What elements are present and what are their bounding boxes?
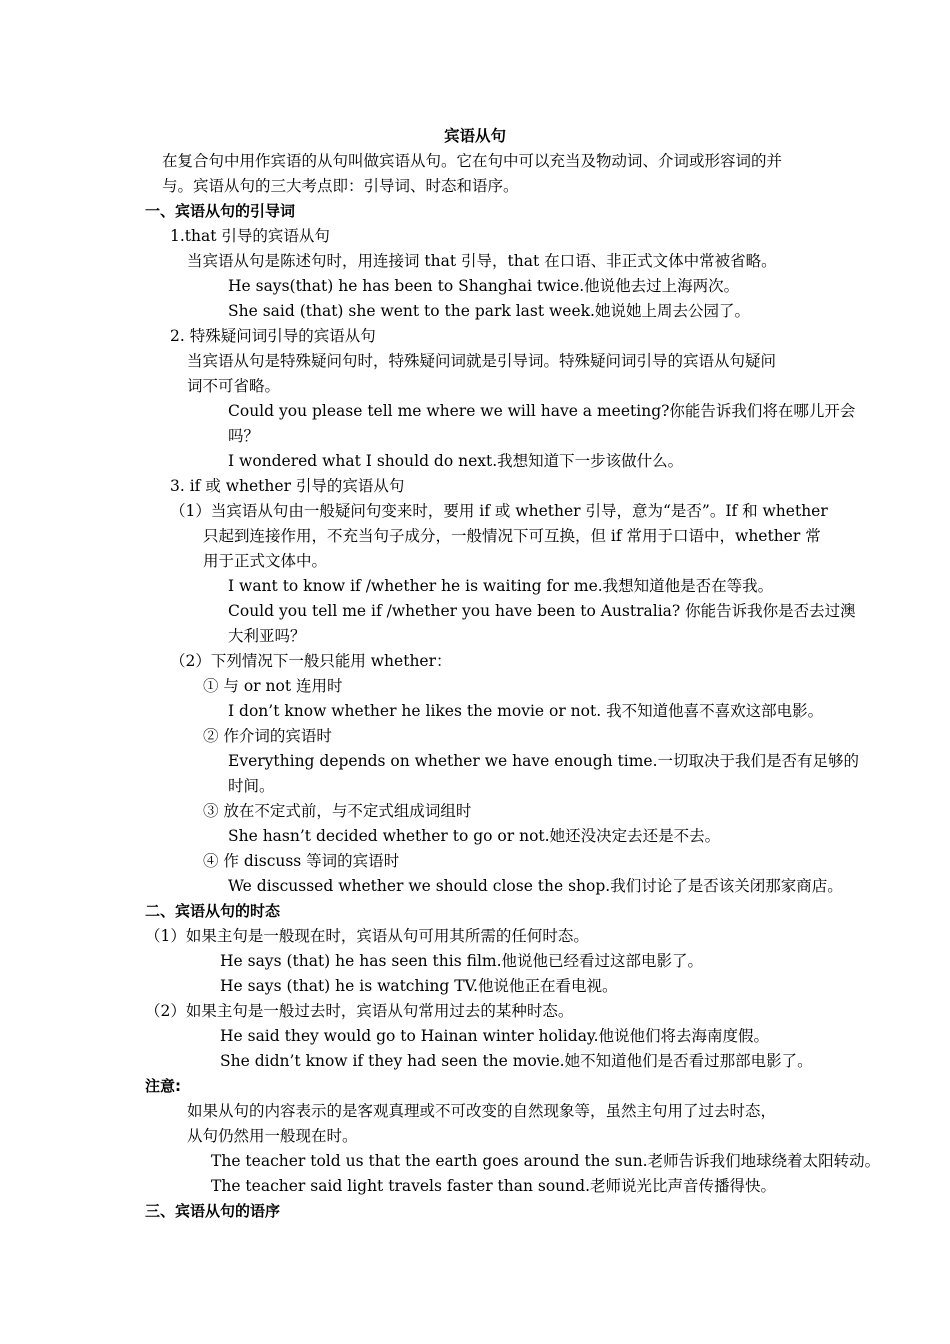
whether-case-2-example-b: 时间。 (228, 777, 275, 795)
section-heading-1: 一、宾语从句的引导词 (145, 202, 296, 220)
if-whether-rule-line-2: 只起到连接作用，不充当句子成分，一般情况下可互换，但 if 常用于口语中，whether 常 (203, 527, 821, 545)
subsection-heading-that: 1.that 引导的宾语从句 (170, 227, 330, 245)
whether-case-1: ① 与 or not 连用时 (203, 677, 343, 695)
tense-rule-2-example-2: She didn’t know if they had seen the movie.她不知道他们是否看过那部电影了。 (220, 1052, 813, 1070)
tense-rule-1-example-2: He says (that) he is watching TV.他说他正在看电视。 (220, 977, 618, 995)
whether-case-4: ④ 作 discuss 等词的宾语时 (203, 852, 400, 870)
tense-rule-2: （2）如果主句是一般过去时，宾语从句常用过去的某种时态。 (145, 1002, 574, 1020)
section-heading-3: 三、宾语从句的语序 (145, 1202, 281, 1220)
tense-rule-2-example-1: He said they would go to Hainan winter holiday.他说他们将去海南度假。 (220, 1027, 770, 1045)
if-whether-rule-line-1: （1）当宾语从句由一般疑问句变来时，要用 if 或 whether 引导，意为“是否”。If 和 whether (170, 502, 828, 520)
that-example-2: She said (that) she went to the park last week.她说她上周去公园了。 (228, 302, 750, 320)
note-heading: 注意: (145, 1077, 181, 1095)
whether-case-3: ③ 放在不定式前，与不定式组成词组时 (203, 802, 472, 820)
wh-rule-line-2: 词不可省略。 (187, 377, 281, 395)
note-text-line-1: 如果从句的内容表示的是客观真理或不可改变的自然现象等，虽然主句用了过去时态， (187, 1102, 777, 1120)
wh-example-2: I wondered what I should do next.我想知道下一步该做什么。 (228, 452, 684, 470)
whether-case-1-example: I don’t know whether he likes the movie or not. 我不知道他喜不喜欢这部电影。 (228, 702, 824, 720)
tense-rule-1: （1）如果主句是一般现在时，宾语从句可用其所需的任何时态。 (145, 927, 589, 945)
if-whether-example-2a: Could you tell me if /whether you have been to Australia? 你能告诉我你是否去过澳 (228, 602, 856, 620)
if-whether-rule-line-3: 用于正式文体中。 (203, 552, 328, 570)
that-rule: 当宾语从句是陈述句时，用连接词 that 引导，that 在口语、非正式文体中常被省略。 (187, 252, 777, 270)
note-text-line-2: 从句仍然用一般现在时。 (187, 1127, 358, 1145)
intro-line-2: 与。宾语从句的三大考点即：引导词、时态和语序。 (162, 177, 519, 195)
whether-case-2-example-a: Everything depends on whether we have enough time.一切取决于我们是否有足够的 (228, 752, 860, 770)
whether-case-3-example: She hasn’t decided whether to go or not.她还没决定去还是不去。 (228, 827, 721, 845)
note-example-2: The teacher said light travels faster than sound.老师说光比声音传播得快。 (211, 1177, 776, 1195)
section-heading-2: 二、宾语从句的时态 (145, 902, 281, 920)
whether-case-4-example: We discussed whether we should close the shop.我们讨论了是否该关闭那家商店。 (228, 877, 843, 895)
note-example-1: The teacher told us that the earth goes around the sun.老师告诉我们地球绕着太阳转动。 (211, 1152, 881, 1170)
tense-rule-1-example-1: He says (that) he has seen this film.他说他已经看过这部电影了。 (220, 952, 704, 970)
wh-rule-line-1: 当宾语从句是特殊疑问句时，特殊疑问词就是引导词。特殊疑问词引导的宾语从句疑问 (187, 352, 777, 370)
wh-example-1a: Could you please tell me where we will have a meeting?你能告诉我们将在哪儿开会 (228, 402, 856, 420)
if-whether-example-1: I want to know if /whether he is waiting for me.我想知道他是否在等我。 (228, 577, 774, 595)
whether-only-heading: （2）下列情况下一般只能用 whether： (170, 652, 452, 670)
subsection-heading-if-whether: 3. if 或 whether 引导的宾语从句 (170, 477, 405, 495)
whether-case-2: ② 作介词的宾语时 (203, 727, 332, 745)
that-example-1: He says(that) he has been to Shanghai twice.他说他去过上海两次。 (228, 277, 740, 295)
if-whether-example-2b: 大利亚吗？ (228, 627, 306, 645)
wh-example-1b: 吗？ (228, 427, 260, 445)
subsection-heading-wh: 2. 特殊疑问词引导的宾语从句 (170, 327, 376, 345)
page-title: 宾语从句 (443, 126, 506, 145)
intro-line-1: 在复合句中用作宾语的从句叫做宾语从句。它在句中可以充当及物动词、介词或形容词的并 (162, 152, 783, 170)
